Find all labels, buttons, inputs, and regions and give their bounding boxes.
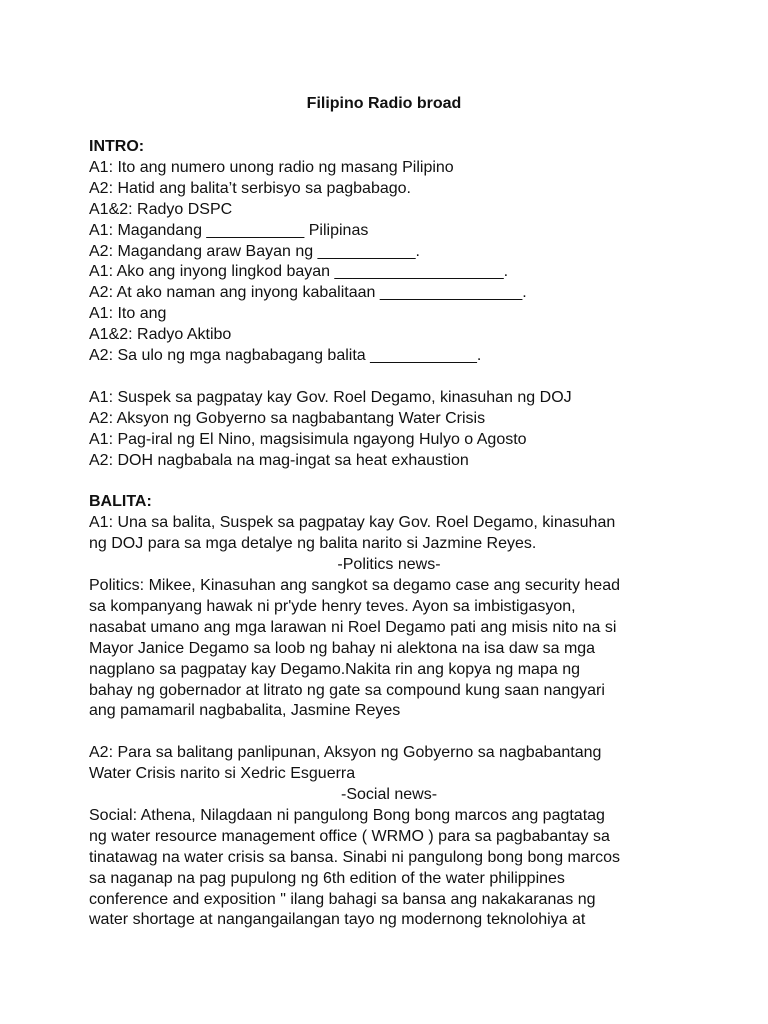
politics-body-line: sa kompanyang hawak ni pr'yde henry teves. Ayon sa imbistigasyon,: [89, 597, 576, 615]
social-body-line: sa naganap na pag pupulong ng 6th edition of the water philippines: [89, 869, 565, 887]
social-intro-line: A2: Para sa balitang panlipunan, Aksyon ng Gobyerno sa nagbabantang: [89, 744, 602, 762]
intro-line: A1: Ako ang inyong lingkod bayan ___________________.: [89, 263, 509, 281]
politics-news-label: -Politics news-: [337, 556, 441, 574]
intro-line: A1&2: Radyo Aktibo: [89, 326, 232, 344]
intro-line: A2: At ako naman ang inyong kabalitaan ________________.: [89, 284, 527, 302]
politics-body-line: nagplano sa pagpatay kay Degamo.Nakita rin ang kopya ng mapa ng: [89, 660, 580, 678]
social-intro-line: Water Crisis narito si Xedric Esguerra: [89, 765, 356, 783]
intro-line: A2: Sa ulo ng mga nagbabagang balita ____________.: [89, 347, 482, 365]
politics-body-line: Mayor Janice Degamo sa loob ng bahay ni alektona na isa daw sa mga: [89, 639, 596, 657]
social-body-line: conference and exposition " ilang bahagi sa bansa ang nakakaranas ng: [89, 890, 596, 908]
intro-line: A1: Ito ang numero unong radio ng masang Pilipino: [89, 158, 454, 176]
headline-line: A2: DOH nagbabala na mag-ingat sa heat exhaustion: [89, 451, 469, 469]
balita-heading: BALITA:: [89, 493, 152, 511]
social-news-label: -Social news-: [340, 786, 438, 804]
document-body: [89, 137, 689, 931]
intro-heading: INTRO:: [89, 138, 145, 155]
paragraph-gap: [89, 471, 689, 492]
intro-line: A2: Hatid ang balita’t serbisyo sa pagbabago.: [89, 179, 411, 197]
paragraph-gap: [89, 722, 689, 743]
intro-line: A1&2: Radyo DSPC: [89, 200, 233, 218]
politics-intro-line: ng DOJ para sa mga detalye ng balita narito si Jazmine Reyes.: [89, 535, 537, 553]
intro-line: A1: Magandang ___________ Pilipinas: [89, 221, 369, 239]
politics-body-line: ang pamamaril nagbabalita, Jasmine Reyes: [89, 702, 401, 720]
social-body-line: Social: Athena, Nilagdaan ni pangulong Bong bong marcos ang pagtatag: [89, 806, 605, 824]
intro-line: A2: Magandang araw Bayan ng ___________.: [89, 242, 420, 260]
politics-body-line: nasabat umano ang mga larawan ni Roel Degamo pati ang misis nito na si: [89, 618, 617, 636]
paragraph-gap: [89, 367, 689, 388]
social-body-line: ng water resource management office ( WRMO ) para sa pagbabantay sa: [89, 827, 610, 845]
politics-body-line: bahay ng gobernador at litrato ng gate sa compound kung saan nangyari: [89, 681, 605, 699]
social-body-line: tinatawag na water crisis sa bansa. Sinabi ni pangulong bong bong marcos: [89, 848, 620, 866]
headline-line: A1: Suspek sa pagpatay kay Gov. Roel Degamo, kinasuhan ng DOJ: [89, 388, 572, 406]
politics-body-line: Politics: Mikee, Kinasuhan ang sangkot sa degamo case ang security head: [89, 577, 620, 594]
intro-line: A1: Ito ang: [89, 305, 167, 323]
social-body-line: water shortage at nangangailangan tayo ng modernong teknolohiya at: [89, 911, 586, 929]
document-title: Filipino Radio broad: [306, 95, 462, 112]
headline-line: A1: Pag-iral ng El Nino, magsisimula ngayong Hulyo o Agosto: [89, 430, 527, 448]
headline-line: A2: Aksyon ng Gobyerno sa nagbabantang Water Crisis: [89, 409, 486, 427]
politics-intro-line: A1: Una sa balita, Suspek sa pagpatay kay Gov. Roel Degamo, kinasuhan: [89, 514, 616, 532]
